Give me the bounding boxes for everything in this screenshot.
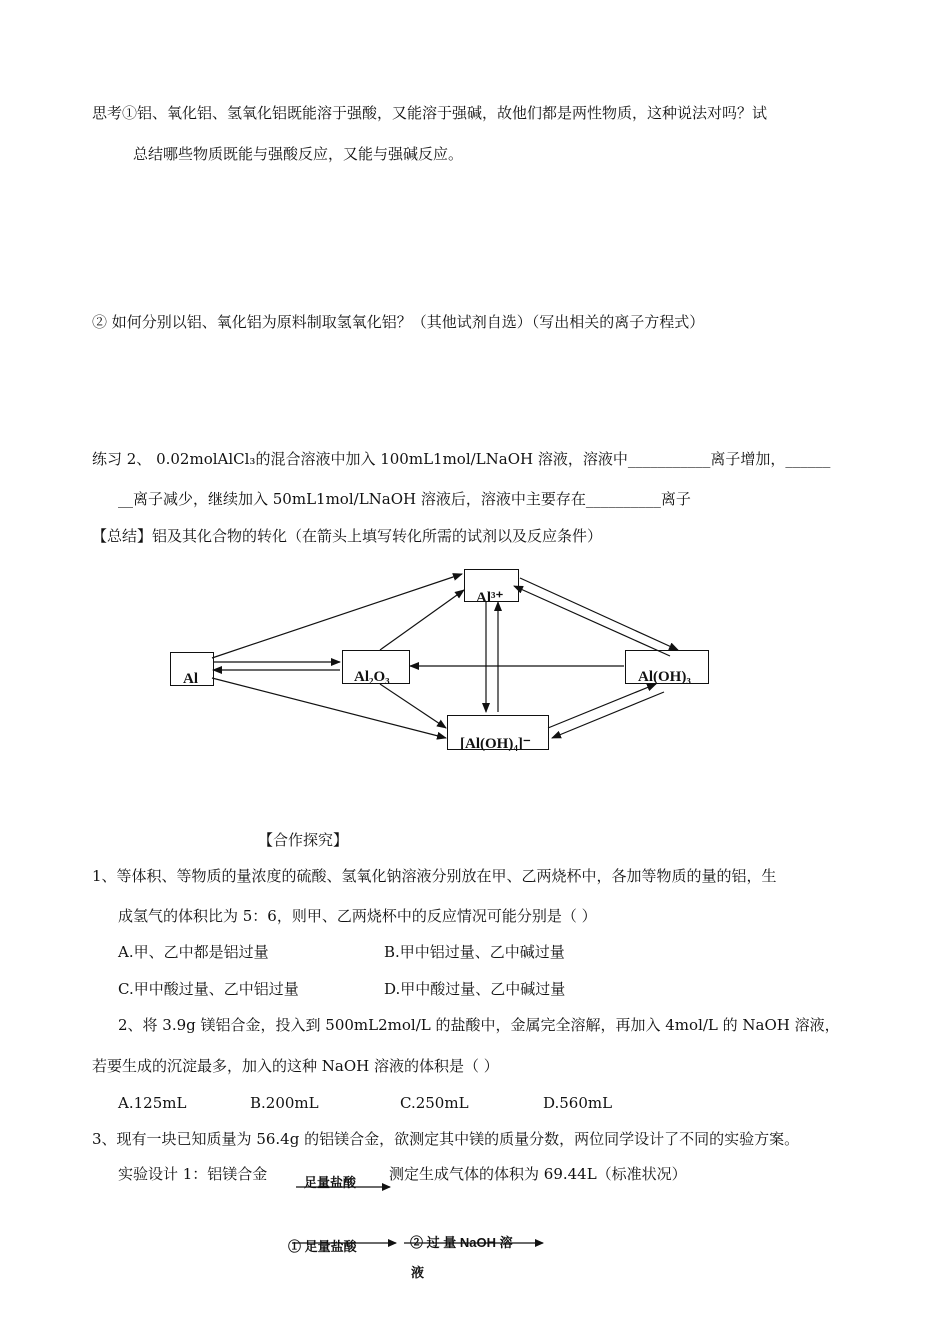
al2o3-label: Al₂O₃ [354,669,390,685]
think-question-2: ② 如何分别以铝、氧化铝为原料制取氢氧化铝？（其他试剂自选）（写出相关的离子方程式） [92,313,705,331]
q1-line-1: 1、等体积、等物质的量浓度的硫酸、氢氧化钠溶液分别放在甲、乙两烧杯中，各加等物质的量的铝，生 [92,867,777,885]
q3-line-1: 3、现有一块已知质量为 56.4g 的铝镁合金，欲测定其中镁的质量分数，两位同学设计了不同的实验方案。 [92,1130,800,1148]
q3-exp1-arrow-label: 足量盐酸 [304,1175,357,1190]
aloh4-label: [Al(OH)₄]⁻ [460,736,531,752]
q2-option-c: C.250mL [400,1094,469,1112]
q1-option-b: B.甲中铝过量、乙中碱过量 [384,943,565,961]
q2-option-d: D.560mL [543,1094,613,1112]
al3-label: Al³⁺ [476,590,504,606]
practice2-line-1: 练习 2、 0.02molAlCl₃的混合溶液中加入 100mL1mol/LNaOH 溶液，溶液中___________离子增加，______ [92,450,831,468]
q3-exp2-arrow1-label: ① 足量盐酸 [288,1239,357,1254]
practice2-line-2: __离子减少，继续加入 50mL1mol/LNaOH 溶液后，溶液中主要存在__________离子 [118,490,691,508]
q1-line-2: 成氢气的体积比为 5：6，则甲、乙两烧杯中的反应情况可能分别是（ ） [118,907,597,925]
q1-option-a: A.甲、乙中都是铝过量 [118,943,269,961]
q2-option-a: A.125mL [118,1094,187,1112]
q2-option-b: B.200mL [250,1094,319,1112]
coop-heading: 【合作探究】 [258,831,349,849]
q3-exp2-arrow2-label-b: 液 [411,1265,425,1280]
think-line-1: 思考①铝、氧化铝、氢氧化铝既能溶于强酸，又能溶于强碱，故他们都是两性物质，这种说法对吗？试 [92,104,768,122]
al-label: Al [183,671,198,687]
aloh3-label: Al(OH)₃ [638,669,691,685]
q1-option-d: D.甲中酸过量、乙中碱过量 [384,980,566,998]
q2-line-2: 若要生成的沉淀最多，加入的这种 NaOH 溶液的体积是（ ） [92,1057,499,1075]
q3-exp1-left: 实验设计 1：铝镁合金 [118,1165,268,1183]
q1-option-c: C.甲中酸过量、乙中铝过量 [118,980,299,998]
q3-exp2-arrow2-label: ② 过 量 NaOH 溶 [410,1235,513,1250]
think-line-2: 总结哪些物质既能与强酸反应，又能与强碱反应。 [133,145,464,163]
q3-exp1-right: 测定生成气体的体积为 69.44L（标准状况） [389,1165,687,1183]
summary-heading: 【总结】铝及其化合物的转化（在箭头上填写转化所需的试剂以及反应条件） [92,527,603,545]
q2-line-1: 2、将 3.9g 镁铝合金，投入到 500mL2mol/L 的盐酸中，金属完全溶解，再加入 4mol/L 的 NaOH 溶液， [118,1016,840,1034]
